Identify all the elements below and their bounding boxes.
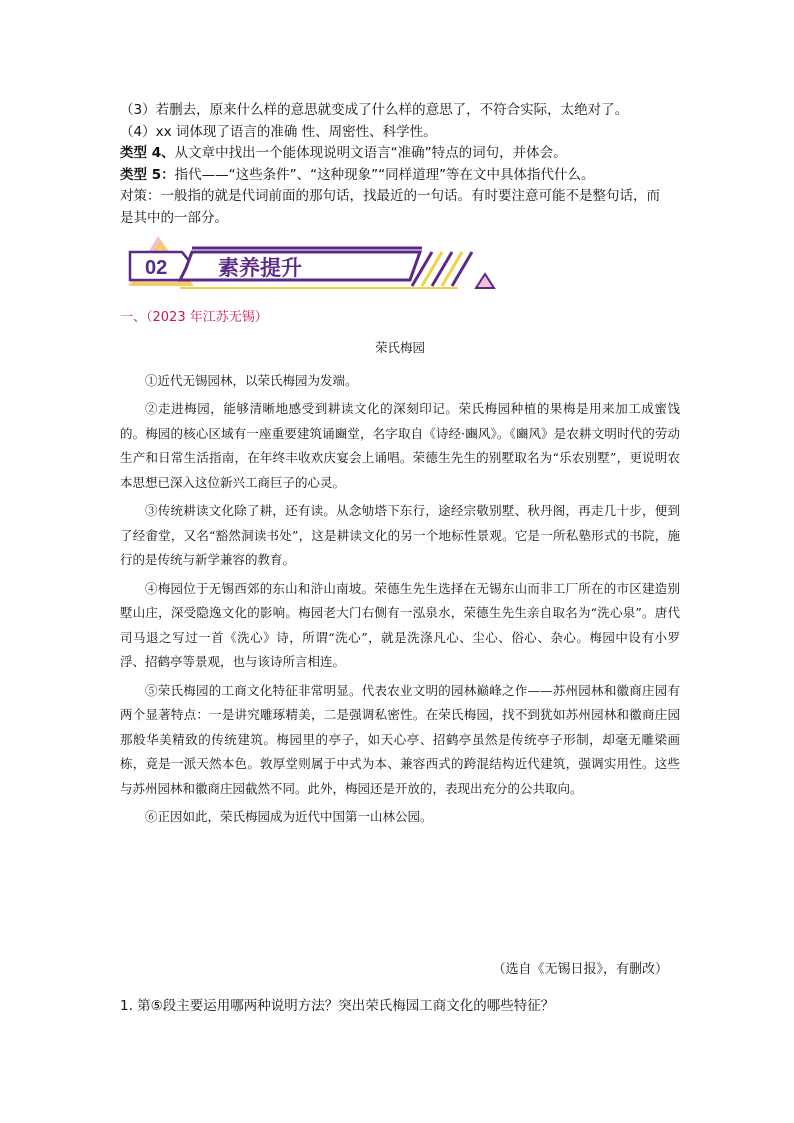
note-text: 一般指的就是代词前面的那句话，找最近的一句话。有时要注意可能不是整句话，而 [160,188,660,204]
passage-paragraph: ①近代无锡园林，以荣氏梅园为发端。 [145,372,358,388]
banner-graphic [120,230,500,300]
passage-source: （选自《无锡日报》，有删改） [492,962,668,977]
passage-title: 荣氏梅园 [374,340,425,355]
section-banner [120,230,500,300]
passage-paragraph: ③传统耕读文化除了耕，还有读。从念劬塔下东行，途经宗敬别墅、秋丹阁，再走几十步，便到了经畬堂，又名“豁然洞读书处”，这是耕读文化的另一个地标性景观。它是一所私塾形式的书院，施行的是传统与新学兼容的教育。 [120,503,680,567]
stripe-decoration [442,252,462,286]
note-line-4 [120,165,680,187]
passage-paragraph: ④梅园位于无锡西郊的东山和浒山南坡。荣德生先生选择在无锡东山而非工厂所在的市区建造别墅山庄，深受隐逸文化的影响。梅园老大门右侧有一泓泉水，荣德生先生亲自取名为“洗心泉”。唐代司马退之写过一首《洗心》诗，所谓“洗心”，就是洗涤凡心、尘心、俗心、杂心。梅园中设有小罗浮、招鹤亭等景观，也与该诗所言相连。 [120,580,680,669]
section-title: 素养提升 [218,256,302,280]
passage-paragraph: ⑥正因如此，荣氏梅园成为近代中国第一山林公园。 [145,809,433,824]
note-text: 从文章中找出一个能体现说明文语言“准确”特点的词句，并体会。 [174,145,567,161]
question-header [120,306,268,325]
note-label: 对策： [120,188,161,204]
passage-paragraph: ②走进梅园，能够清晰地感受到耕读文化的深刻印记。荣氏梅园种植的果梅是用来加工成蜜饯的。梅园的核心区域有一座重要建筑诵豳堂，名字取自《诗经·豳风》。《豳风》是农耕文明时代的劳动生产和日常生活指南，在年终丰收欢庆宴会上诵唱。荣德生先生的别墅取名为“乐农别墅”，更说明农本思想已深入这位新兴工商巨子的心灵。 [120,401,680,490]
small-triangle-decoration [476,274,494,288]
question-prefix: 一、 [120,310,147,325]
stripe-decoration [452,252,472,286]
section-number: 02 [145,257,168,279]
note-line-3 [120,143,680,165]
method-notes [120,100,680,229]
question-1: 1. 第⑤段主要运用哪两种说明方法？突出荣氏梅园工商文化的哪些特征？ [120,998,555,1014]
note-line-5 [120,186,680,208]
note-text: 指代——“这些条件”、“这种现象”“同样道理”等在文中具体指代什么。 [174,166,595,183]
stripe-decoration [422,252,442,286]
stripe-decoration [432,252,452,286]
note-label: 类型 5： [120,166,175,183]
reading-passage [120,336,680,834]
note-line-1: （3）若删去，原来什么样的意思就变成了什么样的意思了，不符合实际，太绝对了。 [120,102,629,118]
note-line-6: 是其中的一部分。 [120,209,228,226]
question-source: （2023 年江苏无锡） [146,310,268,325]
note-line-2: （4）xx 词体现了语言的准确 性、周密性、科学性。 [120,123,437,140]
passage-paragraph: ⑤荣氏梅园的工商文化特征非常明显。代表农业文明的园林巅峰之作——苏州园林和徽商庄园有两个显著特点：一是讲究雕琢精美，二是强调私密性。在荣氏梅园，找不到犹如苏州园林和徽商庄园那般华美精致的传统建筑。梅园里的亭子，如天心亭、招鹤亭虽然是传统亭子形制，却毫无雕梁画栋，竟是一派天然本色。敦厚堂则属于中式为本、兼容西式的跨混结构近代建筑，强调实用性。这些与苏州园林和徽商庄园截然不同。此外，梅园还是开放的，表现出充分的公共取向。 [120,682,680,796]
note-label: 类型 4、 [120,145,175,161]
